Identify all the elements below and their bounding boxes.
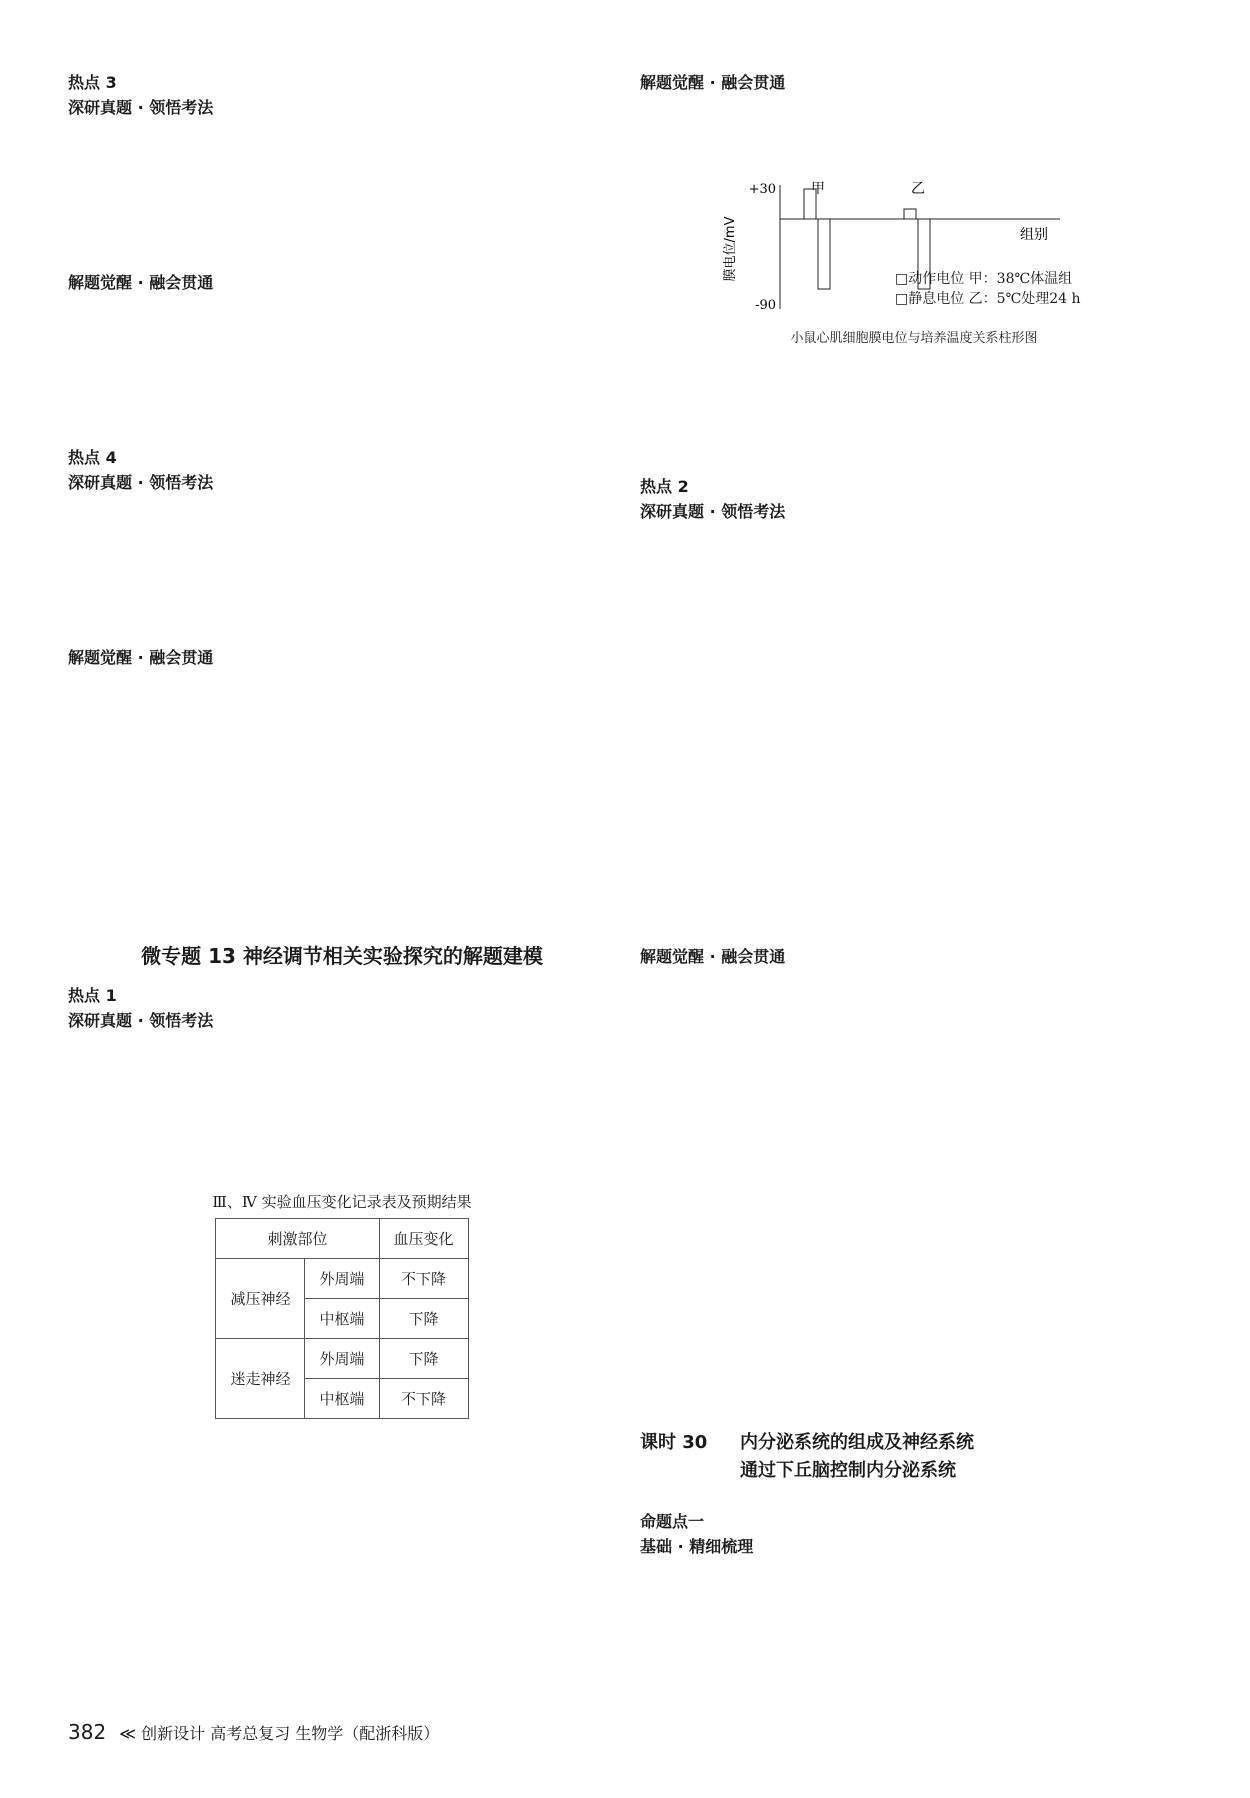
- lesson-number: 课时 30: [640, 1432, 708, 1453]
- hot3-truth-block: [68, 120, 616, 270]
- blood-pressure-table: [215, 1218, 468, 1419]
- group-label: 甲: [811, 181, 825, 197]
- hot2-solve-block: [640, 969, 1188, 1389]
- page-footer: [68, 1720, 439, 1744]
- truth-heading: 深研真题 · 领悟考法: [68, 473, 214, 492]
- command-point-heading: 命题点一: [640, 1512, 705, 1531]
- table-cell: 中枢端: [305, 1379, 379, 1419]
- table-cell: 外周端: [305, 1259, 379, 1299]
- legend-item: □动作电位 甲：38℃体温组: [895, 271, 1073, 287]
- lesson-title-line1: 内分泌系统的组成及神经系统: [740, 1432, 974, 1453]
- membrane-potential-chart: [720, 179, 1120, 319]
- table-cell: 下降: [379, 1299, 468, 1339]
- hot2-analysis-block: [640, 524, 1188, 944]
- solve-heading: 解题觉醒 · 融会贯通: [68, 273, 214, 292]
- table-caption: Ⅲ、Ⅳ 实验血压变化记录表及预期结果: [212, 1193, 472, 1211]
- hot4-heading: 热点 4: [68, 448, 117, 467]
- table-cell: 下降: [379, 1339, 468, 1379]
- hot4-solve-block: [68, 670, 616, 930]
- table-group: 迷走神经: [216, 1339, 305, 1419]
- truth-heading: 深研真题 · 领悟考法: [68, 98, 214, 117]
- hot1-answer-block: [68, 1033, 616, 1183]
- topic13-title: 微专题 13 神经调节相关实验探究的解题建模: [141, 944, 543, 968]
- page-number: 382: [68, 1720, 107, 1744]
- legend-item: □静息电位 乙：5℃处理24 h: [895, 291, 1081, 307]
- answer-1-block: [640, 95, 1188, 165]
- truth-heading: 深研真题 · 领悟考法: [640, 502, 786, 521]
- chart-legend: [895, 269, 1081, 309]
- table-cell: 不下降: [379, 1259, 468, 1299]
- group-label: 乙: [911, 181, 925, 197]
- solve-heading: 解题觉醒 · 融会贯通: [68, 648, 214, 667]
- y-tick-label: +30: [748, 182, 776, 197]
- truth-heading: 深研真题 · 领悟考法: [68, 1011, 214, 1030]
- hot1-heading: 热点 1: [68, 986, 117, 1005]
- solve-heading: 解题觉醒 · 融会贯通: [640, 73, 786, 92]
- lesson-title-line2: 通过下丘脑控制内分泌系统: [740, 1460, 956, 1481]
- basic-heading: 基础 · 精细梳理: [640, 1537, 754, 1556]
- lesson30-title: [640, 1429, 1188, 1485]
- chart-title: 小鼠心肌细胞膜电位与培养温度关系柱形图: [790, 331, 1038, 346]
- bar-静息电位: [818, 219, 830, 289]
- y-tick-label: -90: [755, 298, 776, 313]
- x-axis-label: 组别: [1020, 227, 1048, 243]
- bar-动作电位: [904, 209, 916, 219]
- answer-3-4-block: [640, 354, 1188, 474]
- table-cell: 不下降: [379, 1379, 468, 1419]
- hot3-solve-block: [68, 295, 616, 445]
- table-cell: 外周端: [305, 1339, 379, 1379]
- hot4-truth-block: [68, 495, 616, 645]
- right-column: [640, 70, 1188, 1559]
- hot2-heading: 热点 2: [640, 477, 689, 496]
- table-cell: 中枢端: [305, 1299, 379, 1339]
- y-axis-label: 膜电位/mV: [723, 216, 738, 282]
- hot3-heading: 热点 3: [68, 73, 117, 92]
- table-group: 减压神经: [216, 1259, 305, 1339]
- footer-text: ≪ 创新设计 高考总复习 生物学（配浙科版）: [119, 1724, 440, 1743]
- solve-heading: 解题觉醒 · 融会贯通: [640, 947, 786, 966]
- table-header-stim: 刺激部位: [216, 1219, 379, 1259]
- table-header-bp: 血压变化: [379, 1219, 468, 1259]
- left-column: [68, 70, 616, 1435]
